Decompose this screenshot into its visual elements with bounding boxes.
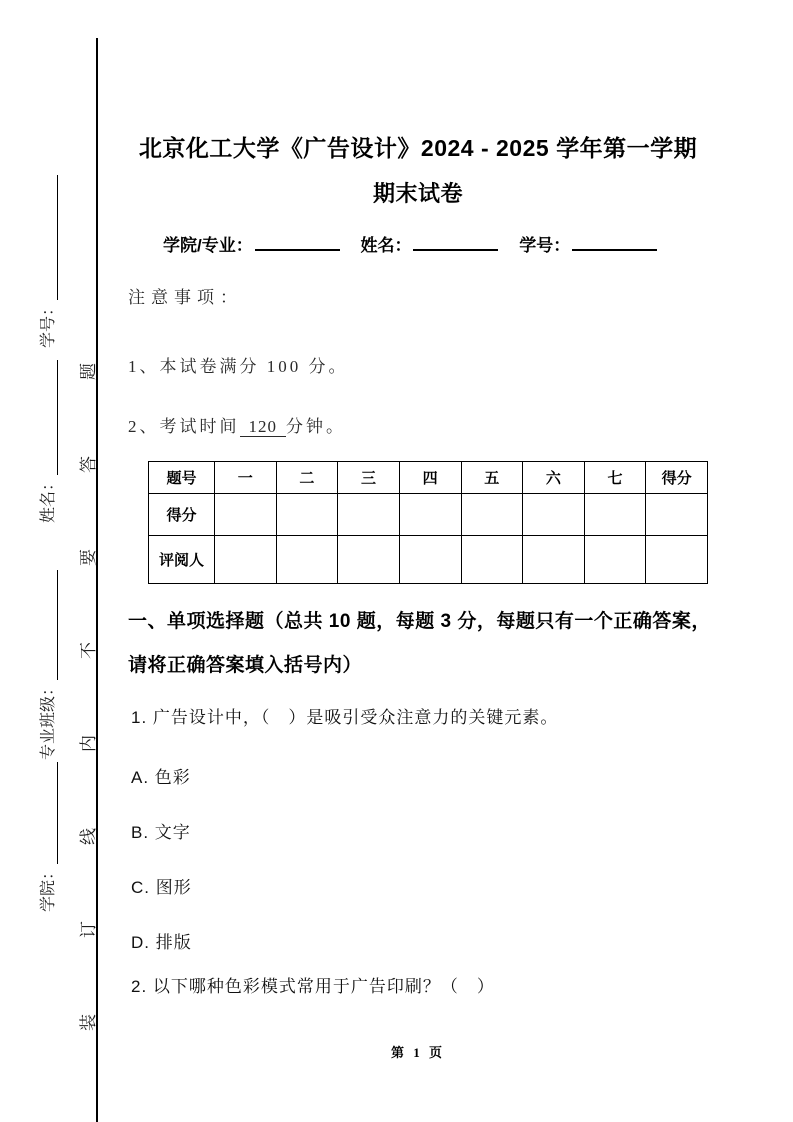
score-table-header-cell: 得分	[646, 462, 708, 494]
question-1-option-d: D. 排版	[131, 933, 192, 952]
binding-field-major-class-blank	[41, 570, 58, 680]
info-field-college-major-label: 学院/专业：	[163, 236, 253, 255]
note-item-total-score: 1、本试卷满分 100 分。	[128, 357, 349, 376]
binding-field-major-class-label: 专业班级：	[39, 679, 57, 760]
score-table-header-row	[149, 462, 708, 494]
grader-cell	[461, 536, 523, 584]
score-table-header-cell: 一	[215, 462, 277, 494]
note-item-exam-duration	[128, 412, 346, 437]
section1-heading-line1: 一、单项选择题（总共 10 题，每题 3 分，每题只有一个正确答案，	[128, 611, 711, 632]
binding-field-name-blank	[41, 360, 58, 475]
binding-warning-text: 装订线内不要答题	[79, 287, 98, 1031]
notes-heading: 注意事项：	[128, 288, 243, 307]
grader-cell	[584, 536, 646, 584]
score-cell	[215, 494, 277, 536]
score-table-header-cell: 五	[461, 462, 523, 494]
grader-cell	[399, 536, 461, 584]
score-cell	[399, 494, 461, 536]
score-cell	[276, 494, 338, 536]
score-table	[148, 461, 708, 584]
grader-cell	[646, 536, 708, 584]
student-info-line	[163, 231, 673, 256]
note-duration-prefix: 2、考试时间	[128, 417, 240, 436]
score-table-header-cell: 六	[523, 462, 585, 494]
info-field-name	[360, 236, 500, 255]
score-table-header-cell: 四	[399, 462, 461, 494]
grader-cell	[215, 536, 277, 584]
score-cell	[584, 494, 646, 536]
info-field-college-major-blank	[255, 234, 340, 251]
note-duration-value: 120	[240, 417, 287, 437]
grader-cell	[276, 536, 338, 584]
question-1-option-b: B. 文字	[131, 823, 191, 842]
score-row-label: 得分	[149, 494, 215, 536]
page-number: 第 1 页	[390, 1045, 445, 1060]
score-table-header-cell: 三	[338, 462, 400, 494]
score-table-header-cell: 题号	[149, 462, 215, 494]
info-field-student-id	[519, 236, 659, 255]
exam-title: 北京化工大学《广告设计》2024 - 2025 学年第一学期	[138, 135, 698, 161]
score-table-score-row	[149, 494, 708, 536]
info-field-name-label: 姓名：	[360, 236, 412, 255]
score-cell	[338, 494, 400, 536]
section1-heading-line2: 请将正确答案填入括号内）	[128, 655, 363, 676]
grader-cell	[523, 536, 585, 584]
score-cell	[646, 494, 708, 536]
question-2-text: 2. 以下哪种色彩模式常用于广告印刷？（ ）	[131, 977, 495, 996]
question-1-text: 1. 广告设计中，（ ）是吸引受众注意力的关键元素。	[131, 708, 559, 727]
score-table-header-cell: 七	[584, 462, 646, 494]
question-1-option-c: C. 图形	[131, 878, 192, 897]
score-table-grader-row	[149, 536, 708, 584]
exam-subtitle: 期末试卷	[372, 181, 463, 206]
grader-row-label: 评阅人	[149, 536, 215, 584]
binding-student-info	[24, 132, 68, 912]
info-field-college-major	[163, 236, 342, 255]
binding-field-student-id	[35, 175, 58, 348]
binding-field-college-label: 学院：	[39, 863, 57, 912]
binding-field-student-id-label: 学号：	[39, 299, 57, 348]
binding-field-name	[35, 360, 58, 523]
binding-field-student-id-blank	[41, 175, 58, 300]
note-duration-suffix: 分钟。	[286, 417, 346, 436]
grader-cell	[338, 536, 400, 584]
info-field-name-blank	[413, 234, 498, 251]
score-cell	[523, 494, 585, 536]
score-cell	[461, 494, 523, 536]
question-1-option-a: A. 色彩	[131, 768, 191, 787]
binding-field-major-class	[35, 570, 58, 760]
binding-field-college	[35, 762, 58, 912]
binding-field-college-blank	[41, 762, 58, 864]
score-table-header-cell: 二	[276, 462, 338, 494]
info-field-student-id-label: 学号：	[519, 236, 571, 255]
info-field-student-id-blank	[572, 234, 657, 251]
binding-field-name-label: 姓名：	[39, 474, 57, 523]
